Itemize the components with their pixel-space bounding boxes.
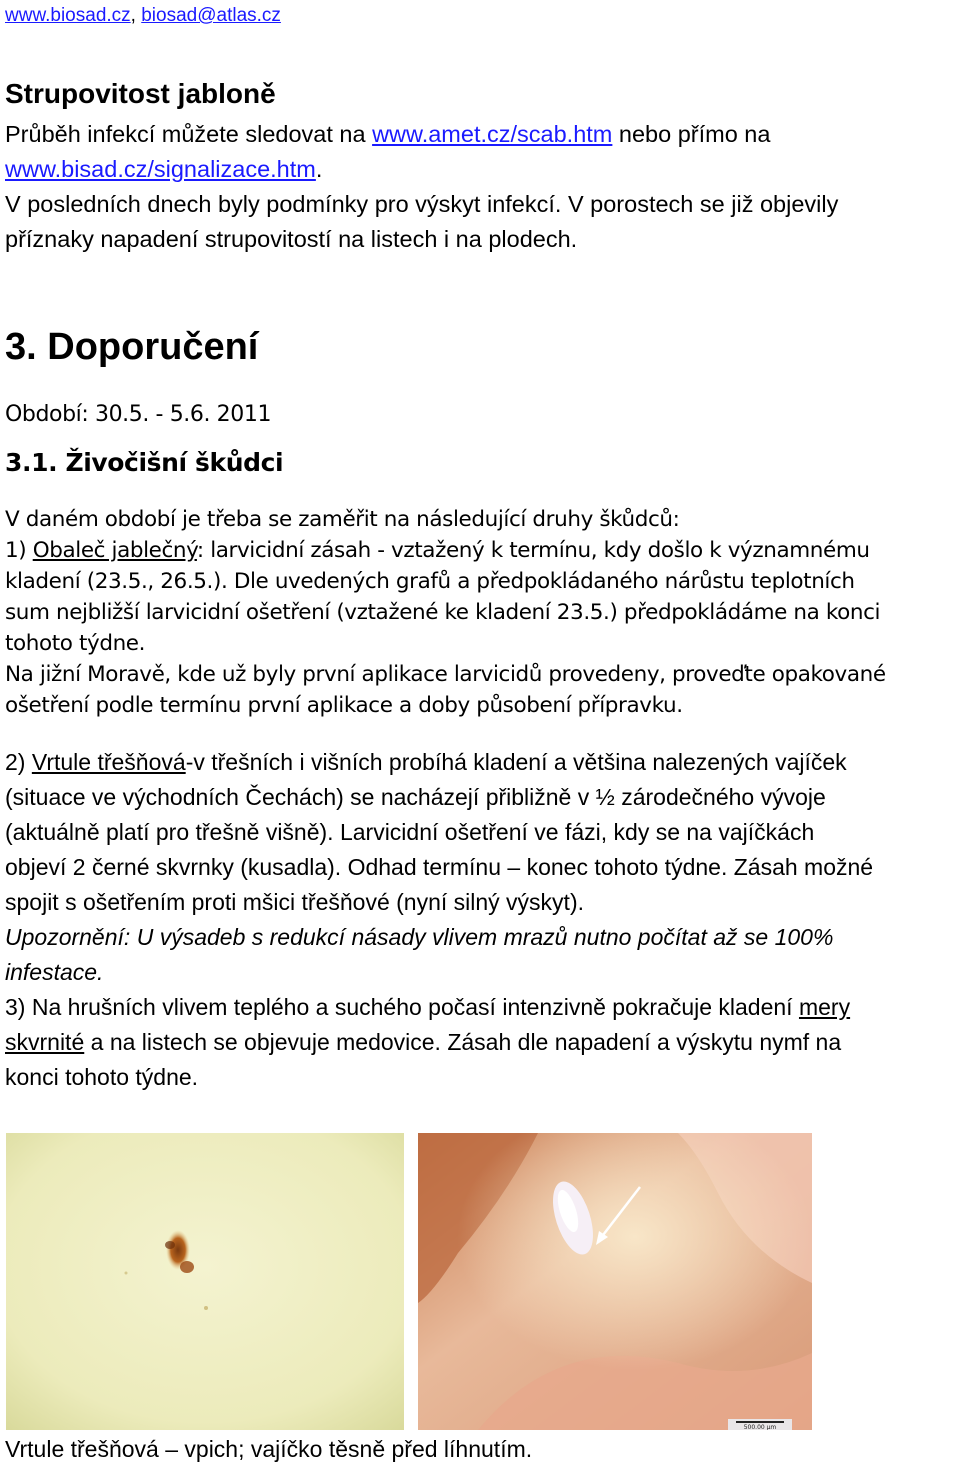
codling-moth-line-4: tohoto týdne. — [5, 631, 146, 656]
cherry-line-2: (situace ve východních Čechách) se nacházejí přibližně v ½ zárodečného vývoje — [5, 784, 826, 810]
period-text: Období: 30.5. - 5.6. 2011 — [5, 402, 272, 427]
scab-monitor-link[interactable]: www.amet.cz/scab.htm — [372, 121, 613, 147]
cherry-fly-egg-photo — [418, 1133, 812, 1430]
link-separator: , — [130, 5, 142, 26]
warning-line-1: Upozornění: U výsadeb s redukcí násady vlivem mrazů nutno počítat až se 100% — [5, 924, 834, 950]
pests-intro-line: V daném období je třeba se zaměřit na následující druhy škůdců: — [5, 507, 680, 532]
scab-line-4: příznaky napadení strupovitostí na listech i na plodech. — [5, 226, 578, 252]
pear-psylla-name-2: skvrnité — [5, 1029, 85, 1055]
pear-line-2: skvrnité a na listech se objevuje medovice. Zásah dle napadení a výskytu nymf na — [5, 1029, 842, 1055]
subsection-title: 3.1. Živočišní škůdci — [5, 448, 284, 477]
scab-paragraph — [5, 117, 838, 257]
cherry-fly-puncture-photo — [6, 1133, 404, 1430]
egg-image — [418, 1133, 812, 1430]
scab-line-2: www.bisad.cz/signalizace.htm. — [5, 156, 323, 182]
cherry-line-5: spojit s ošetřením proti mšici třešňové (nyní silný výskyt). — [5, 889, 584, 915]
cherry-line-1: 2) Vrtule třešňová-v třešních i višních probíhá kladení a většina nalezených vajíček — [5, 749, 847, 775]
cherry-paragraph — [5, 745, 873, 1095]
cherry-fly-name: Vrtule třešňová — [31, 749, 186, 775]
codling-moth-line-1: 1) Obaleč jablečný: larvicidní zásah - vztažený k termínu, kdy došlo k významnému — [5, 538, 870, 563]
codling-moth-name: Obaleč jablečný — [32, 538, 197, 563]
website-link[interactable]: www.biosad.cz — [5, 5, 131, 26]
puncture-image — [6, 1133, 404, 1430]
warning-line-2: infestace. — [5, 959, 104, 985]
south-moravia-line-1: Na jižní Moravě, kde už byly první aplikace larvicidů provedeny, proveďte opakované — [5, 662, 886, 687]
signalization-link[interactable]: www.bisad.cz/signalizace.htm — [5, 156, 316, 182]
scale-bar-label: 500.00 µm — [743, 1424, 777, 1430]
codling-moth-line-3: sum nejbližší larvicidní ošetření (vztažené ke kladení 23.5.) předpokládáme na konci — [5, 600, 881, 625]
photo-caption: Vrtule třešňová – vpich; vajíčko těsně před líhnutím. — [5, 1436, 533, 1462]
pests-paragraph — [5, 504, 886, 721]
cherry-line-3: (aktuálně platí pro třešně višně). Larvicidní ošetření ve fázi, kdy se na vajíčkách — [5, 819, 815, 845]
pear-line-3: konci tohoto týdne. — [5, 1064, 199, 1090]
scab-title: Strupovitost jabloně — [5, 78, 276, 109]
pear-line-1: 3) Na hrušních vlivem teplého a suchého počasí intenzivně pokračuje kladení mery — [5, 994, 851, 1020]
cherry-line-4: objeví 2 černé skvrnky (kusadla). Odhad termínu – konec tohoto týdne. Zásah možné — [5, 854, 874, 880]
south-moravia-line-2: ošetření podle termínu první aplikace a doby působení přípravku. — [5, 693, 683, 718]
scab-line-3: V posledních dnech byly podmínky pro výskyt infekcí. V porostech se již objevily — [5, 191, 839, 217]
header-links — [5, 5, 281, 27]
section-title: 3. Doporučení — [5, 326, 259, 368]
scab-line-1: Průběh infekcí můžete sledovat na www.amet.cz/scab.htm nebo přímo na — [5, 121, 771, 147]
email-link[interactable]: biosad@atlas.cz — [141, 5, 281, 26]
codling-moth-line-2: kladení (23.5., 26.5.). Dle uvedených grafů a předpokládaného nárůstu teplotních — [5, 569, 855, 594]
pear-psylla-name-1: mery — [798, 994, 851, 1020]
